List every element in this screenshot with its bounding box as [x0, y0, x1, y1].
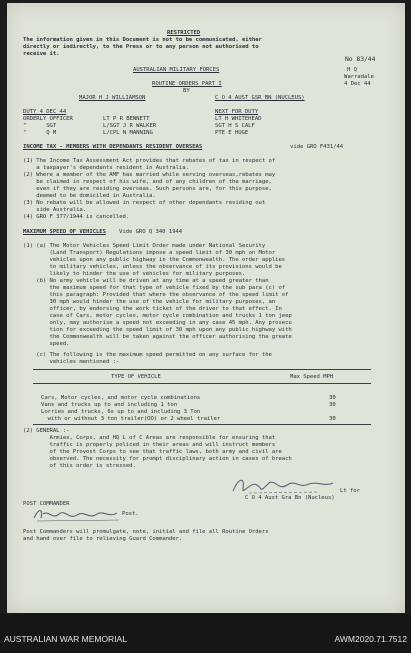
table-row-type: Cars, Motor cycles, and motor cycle combinations	[41, 395, 201, 401]
speed-line: the maximum speed for that type of vehicle fixed by the sub para (c) of	[23, 285, 286, 291]
duty-today: LT P R BENNETT	[103, 116, 150, 122]
duty-today: L/CPL N MANNING	[103, 130, 153, 136]
speed-line: (1) (a) The Motor Vehicles Speed Limit Order made under National Security	[23, 243, 266, 249]
table-row-speed: 30	[329, 395, 336, 401]
table-row-speed: 30	[329, 402, 336, 408]
post-commander-line: and hand over file to relieving Guard Commander.	[23, 536, 183, 542]
income-tax-line: (3) No rebate will be allowed in respect of other dependants residing out	[23, 200, 266, 206]
general-line: Armies, Corps, and HQ L of C Areas are responsible for ensuring that	[23, 435, 276, 441]
signature-unit: C O 4 Aust Gra Bn (Nucleus)	[245, 495, 335, 501]
table-row-speed: 30	[329, 416, 336, 422]
income-tax-line: (2) Where a member of the AMF has married while serving overseas,rebates may	[23, 172, 276, 178]
unit-name: C O 4 AUST GSR BN (NUCLEUS)	[215, 95, 305, 101]
general-line: traffic is properly policed in their areas and will instruct members	[23, 442, 276, 448]
income-tax-line: side Australia.	[23, 207, 87, 213]
speed-line: speed.	[23, 341, 70, 347]
speed-line: vehicles upon any public highway in the Commonwealth. The order applies	[23, 257, 286, 263]
income-tax-line: (1) The Income Tax Assessment Act provides that rebates of tax in respect of	[23, 158, 276, 164]
notice-line-1: The information given in this Document is not to be communicated, either	[23, 37, 262, 43]
table-rule	[33, 383, 371, 384]
duty-role: " Q M	[23, 130, 57, 136]
speed-line: (b) No army vehicle will be driven at any time at a speed greater than	[23, 278, 269, 284]
speed-line: to military vehicles, unless the observance of its provisions would be	[23, 264, 282, 270]
general-line: observed. The necessity for prompt disciplinary action in cases of breach	[23, 456, 292, 462]
table-header-type: TYPE OF VEHICLE	[111, 374, 161, 380]
speed-line: the Commonwealth will be taken against the officer authorising the greate	[23, 334, 292, 340]
order-number: No 83/44	[345, 55, 376, 63]
post-commander-line: Post Commanders will promulgate, note, initial and file all Routine Orders	[23, 529, 269, 535]
income-tax-heading: INCOME TAX - MEMBERS WITH DEPENDANTS RESIDENT OVERSEAS	[23, 144, 203, 150]
force-title: AUSTRALIAN MILITARY FORCES	[133, 67, 220, 73]
routine-orders-title: ROUTINE ORDERS PART I	[152, 81, 222, 87]
speed-ref: Vide GRO Q 340 1944	[119, 229, 183, 235]
duty-title: DUTY 4 DEC 44	[23, 109, 67, 115]
commander-name: MAJOR H J WILLIAMSON	[79, 95, 146, 101]
by-label: BY	[183, 88, 190, 94]
speed-heading: MAXIMUM SPEED OF VEHICLES	[23, 229, 106, 235]
place-label: Warradale	[344, 74, 374, 80]
income-tax-line: deemed to be domiciled in Australia.	[23, 193, 156, 199]
speed-line: tion for exceeding the speed limit of 30 mph upon any public highway with	[23, 327, 292, 333]
duty-next: SGT H S CALF	[215, 123, 255, 129]
post-commander-signature	[31, 506, 125, 524]
income-tax-line: (4) GRO F 377/1944 is cancelled.	[23, 214, 130, 220]
speed-line: officer, by endorsing the work ticket of the driver to that effect. In	[23, 306, 282, 312]
table-rule	[33, 369, 371, 370]
duty-role: " SGT	[23, 123, 57, 129]
speed-line: (c) The following is the maximum speed permitted on any surface for the	[23, 352, 272, 358]
table-row-type: Vans and trucks up to and including 1 ton	[41, 402, 178, 408]
document-page	[7, 3, 405, 613]
duty-next: LT H WHITEHEAD	[215, 116, 262, 122]
duty-role: ORDERLY OFFICER	[23, 116, 73, 122]
hq-label: H Q	[347, 67, 357, 73]
post-commander-label: POST COMMANDER	[23, 501, 70, 507]
speed-line: (Land Transport) Regulations impose a speed limit of 30 mph on Motor	[23, 250, 276, 256]
order-date: 4 Dec 44	[344, 81, 371, 87]
table-header-speed: Max Speed MPH	[290, 374, 334, 380]
income-tax-line: even if they are residing overseas. Such persons are, for this purpose,	[23, 186, 272, 192]
table-rule	[33, 424, 371, 425]
income-tax-ref: vide GRO F431/44	[290, 144, 344, 150]
archive-name: AUSTRALIAN WAR MEMORIAL	[4, 634, 127, 644]
notice-line-2: directly or indirectly, to the Press or to any person not authorised to	[23, 44, 259, 50]
general-line: (2) GENERAL :-	[23, 428, 70, 434]
speed-line: only, may authorise a speed not exceeding in any case 45 mph. Any prosecu	[23, 320, 292, 326]
general-line: of this order is stressed.	[23, 463, 136, 469]
speed-line: case of Cars, motor cycles, motor cycle combination and trucks 1 ton jeep	[23, 313, 292, 319]
income-tax-line: be claimed in respect of his wife, and of any children of the marriage,	[23, 179, 272, 185]
duty-today: L/SGT J R WALKER	[103, 123, 157, 129]
next-duty-title: NEXT FOR DUTY	[215, 109, 259, 115]
table-row-type: Lorries and trucks, 6s up to and including 3 Ton	[41, 409, 201, 415]
income-tax-line: a taxpayer's dependants resident in Australia.	[23, 165, 189, 171]
general-line: of the Provost Corps to see that traffic laws, both army and civil are	[23, 449, 282, 455]
speed-line: this paragraph: Provided that where the observance of the speed limit of	[23, 292, 289, 298]
post-label: Post.	[122, 511, 139, 517]
signature-rank: Lt for	[340, 488, 360, 494]
speed-line: 30 mph would hinder the use of the vehicle for military purposes, an	[23, 299, 276, 305]
speed-line: likely to hinder the use of vehicles for military purposes.	[23, 271, 246, 277]
archive-caption-bar	[0, 614, 411, 653]
notice-line-3: receive it.	[23, 51, 60, 57]
speed-line: vehicles mentioned :-	[23, 359, 120, 365]
archive-id: AWM2020.71.7512	[334, 634, 407, 644]
table-row-type: with or without 3 ton trailer(OO) or 2 wheel trailer	[41, 416, 221, 422]
duty-next: PTE E HUGE	[215, 130, 249, 136]
restricted-marking: RESTRICTED	[167, 30, 201, 36]
